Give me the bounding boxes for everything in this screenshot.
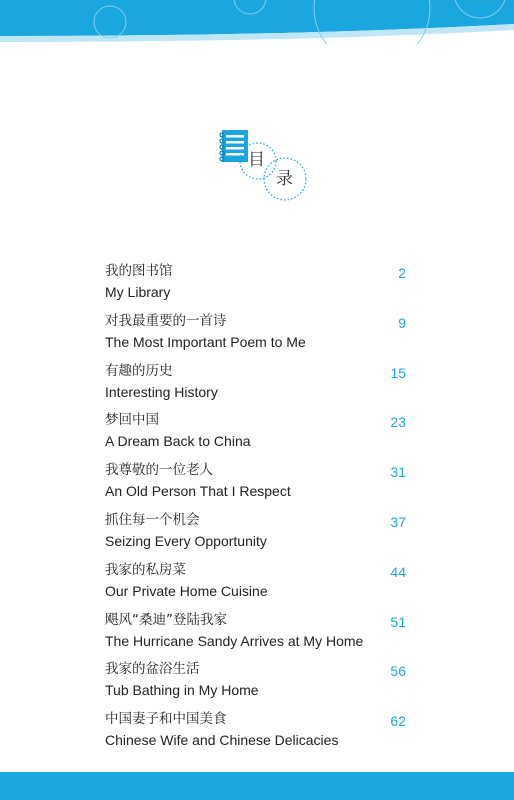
- toc-entry-chinese-title: 对我最重要的一首诗: [105, 312, 227, 329]
- toc-entry[interactable]: [105, 710, 406, 760]
- toc-entry-english-title: Interesting History: [105, 383, 218, 400]
- toc-entry-chinese-title: 我的图书馆: [105, 263, 173, 279]
- toc-entry-page-number: 56: [390, 663, 406, 680]
- toc-entry-english-title: A Dream Back to China: [105, 433, 251, 450]
- toc-title-char-1: 目: [248, 150, 265, 170]
- toc-entry[interactable]: [105, 511, 406, 561]
- toc-entry-chinese-title: 抓住每一个机会: [105, 511, 200, 528]
- toc-entry-english-title: An Old Person That I Respect: [105, 483, 291, 500]
- toc-entry[interactable]: [105, 611, 406, 661]
- toc-entry-chinese-title: 中国妻子和中国美食: [105, 711, 227, 728]
- toc-entry-chinese-title: 飓风“桑迪”登陆我家: [105, 611, 227, 628]
- toc-entry-page-number: 23: [390, 414, 406, 431]
- table-of-contents: [105, 262, 406, 760]
- toc-entry-chinese-title: 我家的私房菜: [105, 561, 186, 578]
- bottom-decorative-band: [0, 772, 514, 800]
- toc-entry[interactable]: [105, 660, 406, 710]
- toc-entry[interactable]: [105, 362, 406, 412]
- toc-entry-english-title: The Hurricane Sandy Arrives at My Home: [105, 632, 364, 649]
- toc-entry-page-number: 2: [398, 265, 406, 281]
- toc-entry[interactable]: [105, 411, 406, 461]
- toc-entry[interactable]: [105, 262, 406, 312]
- toc-entry-page-number: 51: [390, 613, 406, 630]
- toc-title-char-2: 录: [276, 169, 293, 189]
- toc-title-emblem: [218, 126, 318, 206]
- toc-entry-english-title: Our Private Home Cuisine: [105, 582, 268, 599]
- toc-entry-english-title: Tub Bathing in My Home: [105, 682, 259, 699]
- toc-entry[interactable]: [105, 561, 406, 611]
- toc-entry[interactable]: [105, 461, 406, 511]
- toc-entry-page-number: 9: [398, 314, 406, 331]
- toc-entry-page-number: 15: [390, 364, 406, 381]
- toc-entry-chinese-title: 有趣的历史: [105, 362, 173, 379]
- toc-entry-english-title: Seizing Every Opportunity: [105, 532, 267, 549]
- toc-entry-page-number: 44: [390, 563, 406, 580]
- toc-entry-english-title: Chinese Wife and Chinese Delicacies: [105, 732, 339, 749]
- toc-entry-english-title: The Most Important Poem to Me: [105, 333, 306, 350]
- notebook-icon: [220, 130, 248, 162]
- toc-entry[interactable]: [105, 312, 406, 362]
- toc-entry-page-number: 37: [390, 513, 406, 530]
- toc-entry-page-number: 62: [390, 713, 406, 730]
- top-decorative-band: [0, 0, 514, 44]
- toc-entry-page-number: 31: [390, 464, 406, 481]
- toc-entry-chinese-title: 我家的盆浴生活: [105, 661, 200, 678]
- toc-entry-chinese-title: 梦回中国: [105, 412, 159, 429]
- toc-entry-chinese-title: 我尊敬的一位老人: [105, 462, 213, 479]
- toc-entry-english-title: My Library: [105, 284, 171, 300]
